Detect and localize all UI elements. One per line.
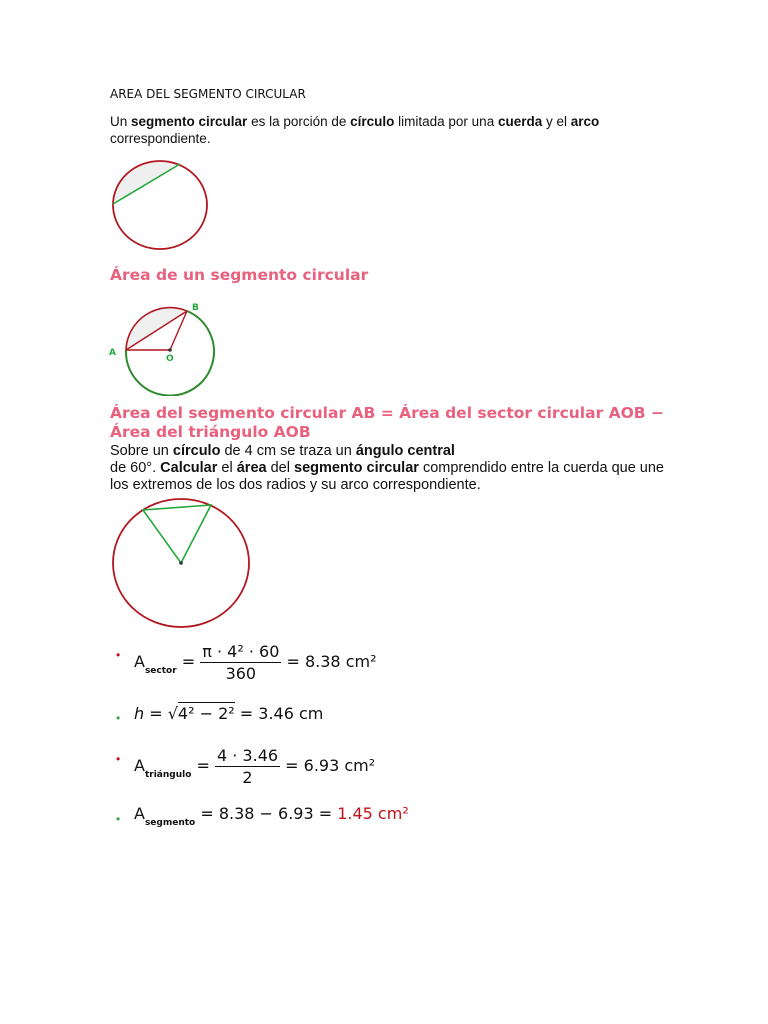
label-o: O xyxy=(166,354,174,364)
bullet: • xyxy=(116,711,121,725)
fraction: $\frac{\text{π · 4² · 60}}{360}$ xyxy=(202,642,280,683)
bullet: • xyxy=(116,812,121,826)
triangle xyxy=(143,505,211,563)
document-title: AREA DEL SEGMENTO CIRCULAR xyxy=(110,87,306,101)
label-a: A xyxy=(109,348,116,358)
heading-formula: Área del segmento circular AB = Área del sector circular AOB − Área del triángulo AOB xyxy=(110,404,664,441)
intro-paragraph: Un segmento circular es la porción de círculo limitada por una cuerda y el arco correspondiente. xyxy=(110,114,600,146)
bullet: • xyxy=(116,752,121,766)
figure-circle-chord xyxy=(110,158,212,252)
center-point xyxy=(179,561,183,565)
radical-sign: √ xyxy=(167,704,178,723)
problem-statement: Sobre un círculo de 4 cm se traza un ángulo central de 60°. Calcular el área del segmento circular comprendido entre la cuerda que une los extremos de los dos radios y su arco correspondiente. xyxy=(110,443,664,493)
label-b: B xyxy=(192,303,199,313)
figure-segment-aob xyxy=(108,298,218,396)
heading-area-segment: Área de un segmento circular xyxy=(110,266,369,284)
bullet: • xyxy=(116,648,121,662)
center-point xyxy=(168,348,172,352)
figure-central-angle xyxy=(110,496,254,632)
final-result: 1.45 cm² xyxy=(337,804,409,823)
fraction: $\frac{4 \cdot 3.46}{2}$ xyxy=(216,746,279,787)
